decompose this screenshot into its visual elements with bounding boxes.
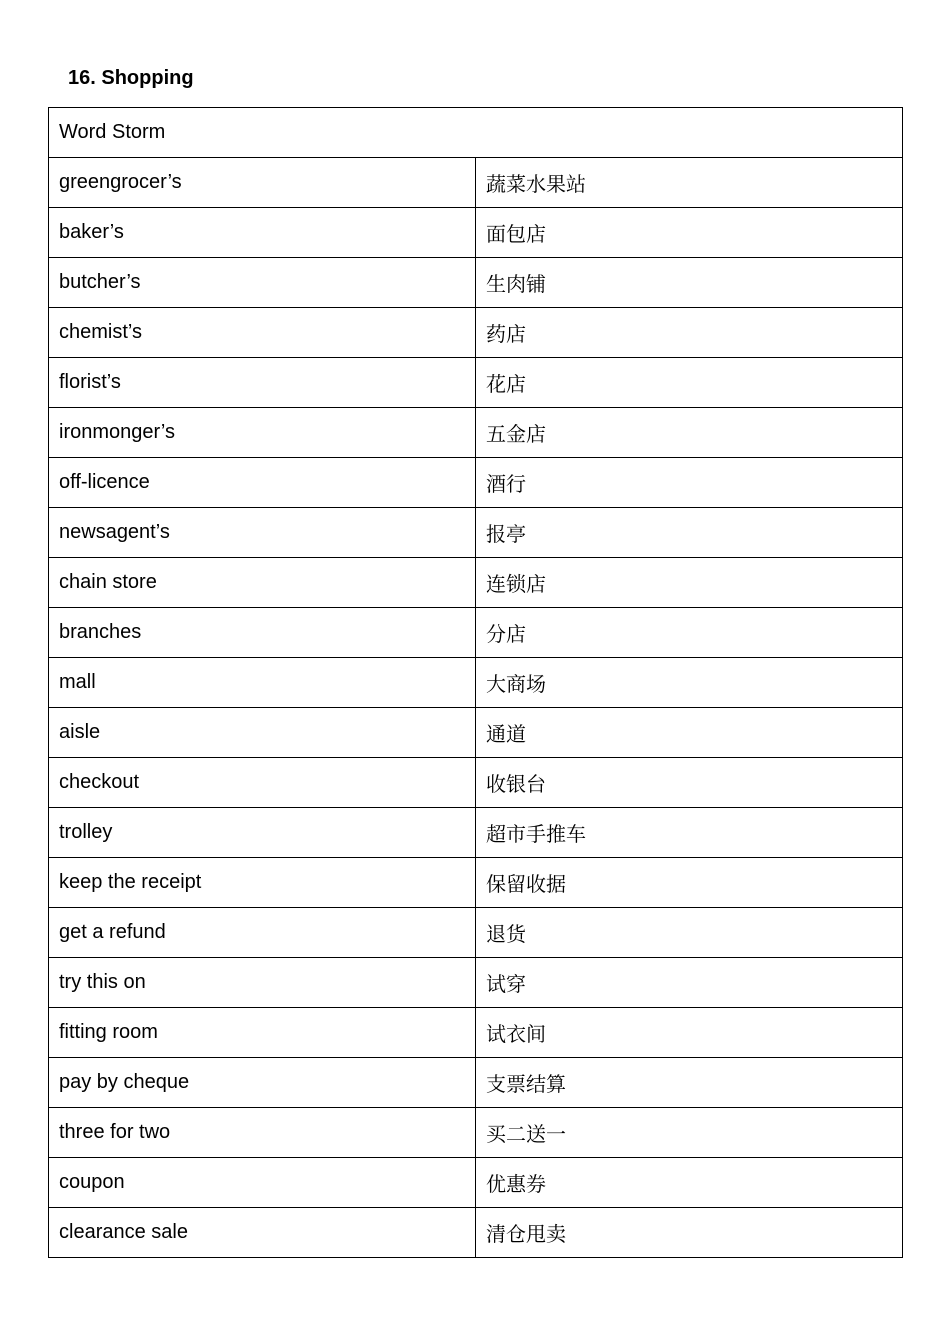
- table-row: [49, 758, 903, 808]
- chinese-translation-cell: 分店: [476, 608, 903, 658]
- english-term-cell: trolley: [49, 808, 476, 858]
- chinese-translation-cell: 试穿: [476, 958, 903, 1008]
- english-term-cell: try this on: [49, 958, 476, 1008]
- table-row: [49, 1058, 903, 1108]
- table-row: [49, 208, 903, 258]
- table-row: [49, 308, 903, 358]
- table-row: [49, 558, 903, 608]
- table-row: [49, 658, 903, 708]
- table-row: [49, 258, 903, 308]
- table-row: [49, 808, 903, 858]
- table-row: [49, 408, 903, 458]
- chinese-translation-cell: 大商场: [476, 658, 903, 708]
- english-term-cell: aisle: [49, 708, 476, 758]
- chinese-translation-cell: 退货: [476, 908, 903, 958]
- table-header-row: [49, 108, 903, 158]
- table-row: [49, 958, 903, 1008]
- chinese-translation-cell: 保留收据: [476, 858, 903, 908]
- english-term-cell: off-licence: [49, 458, 476, 508]
- table-row: [49, 908, 903, 958]
- english-term-cell: ironmonger’s: [49, 408, 476, 458]
- english-term-cell: coupon: [49, 1158, 476, 1208]
- english-term-cell: butcher’s: [49, 258, 476, 308]
- table-row: [49, 508, 903, 558]
- english-term-cell: pay by cheque: [49, 1058, 476, 1108]
- table-row: [49, 708, 903, 758]
- vocabulary-table-body: [49, 108, 903, 1258]
- chinese-translation-cell: 买二送一: [476, 1108, 903, 1158]
- chinese-translation-cell: 酒行: [476, 458, 903, 508]
- table-row: [49, 158, 903, 208]
- english-term-cell: three for two: [49, 1108, 476, 1158]
- english-term-cell: checkout: [49, 758, 476, 808]
- english-term-cell: clearance sale: [49, 1208, 476, 1258]
- chinese-translation-cell: 收银台: [476, 758, 903, 808]
- english-term-cell: fitting room: [49, 1008, 476, 1058]
- chinese-translation-cell: 优惠券: [476, 1158, 903, 1208]
- chinese-translation-cell: 面包店: [476, 208, 903, 258]
- english-term-cell: mall: [49, 658, 476, 708]
- english-term-cell: branches: [49, 608, 476, 658]
- table-row: [49, 1158, 903, 1208]
- table-row: [49, 358, 903, 408]
- table-row: [49, 1108, 903, 1158]
- chinese-translation-cell: 清仓甩卖: [476, 1208, 903, 1258]
- vocabulary-table: [48, 107, 903, 1258]
- chinese-translation-cell: 超市手推车: [476, 808, 903, 858]
- chinese-translation-cell: 支票结算: [476, 1058, 903, 1108]
- english-term-cell: greengrocer’s: [49, 158, 476, 208]
- english-term-cell: baker’s: [49, 208, 476, 258]
- table-row: [49, 458, 903, 508]
- table-row: [49, 608, 903, 658]
- english-term-cell: newsagent’s: [49, 508, 476, 558]
- chinese-translation-cell: 药店: [476, 308, 903, 358]
- chinese-translation-cell: 通道: [476, 708, 903, 758]
- table-row: [49, 1008, 903, 1058]
- table-row: [49, 858, 903, 908]
- chinese-translation-cell: 生肉铺: [476, 258, 903, 308]
- english-term-cell: florist’s: [49, 358, 476, 408]
- chinese-translation-cell: 蔬菜水果站: [476, 158, 903, 208]
- english-term-cell: chain store: [49, 558, 476, 608]
- chinese-translation-cell: 报亭: [476, 508, 903, 558]
- chinese-translation-cell: 五金店: [476, 408, 903, 458]
- table-row: [49, 1208, 903, 1258]
- english-term-cell: get a refund: [49, 908, 476, 958]
- table-header-cell: Word Storm: [49, 108, 903, 158]
- chinese-translation-cell: 试衣间: [476, 1008, 903, 1058]
- chinese-translation-cell: 连锁店: [476, 558, 903, 608]
- chinese-translation-cell: 花店: [476, 358, 903, 408]
- page-title: 16. Shopping: [68, 67, 194, 89]
- english-term-cell: chemist’s: [49, 308, 476, 358]
- english-term-cell: keep the receipt: [49, 858, 476, 908]
